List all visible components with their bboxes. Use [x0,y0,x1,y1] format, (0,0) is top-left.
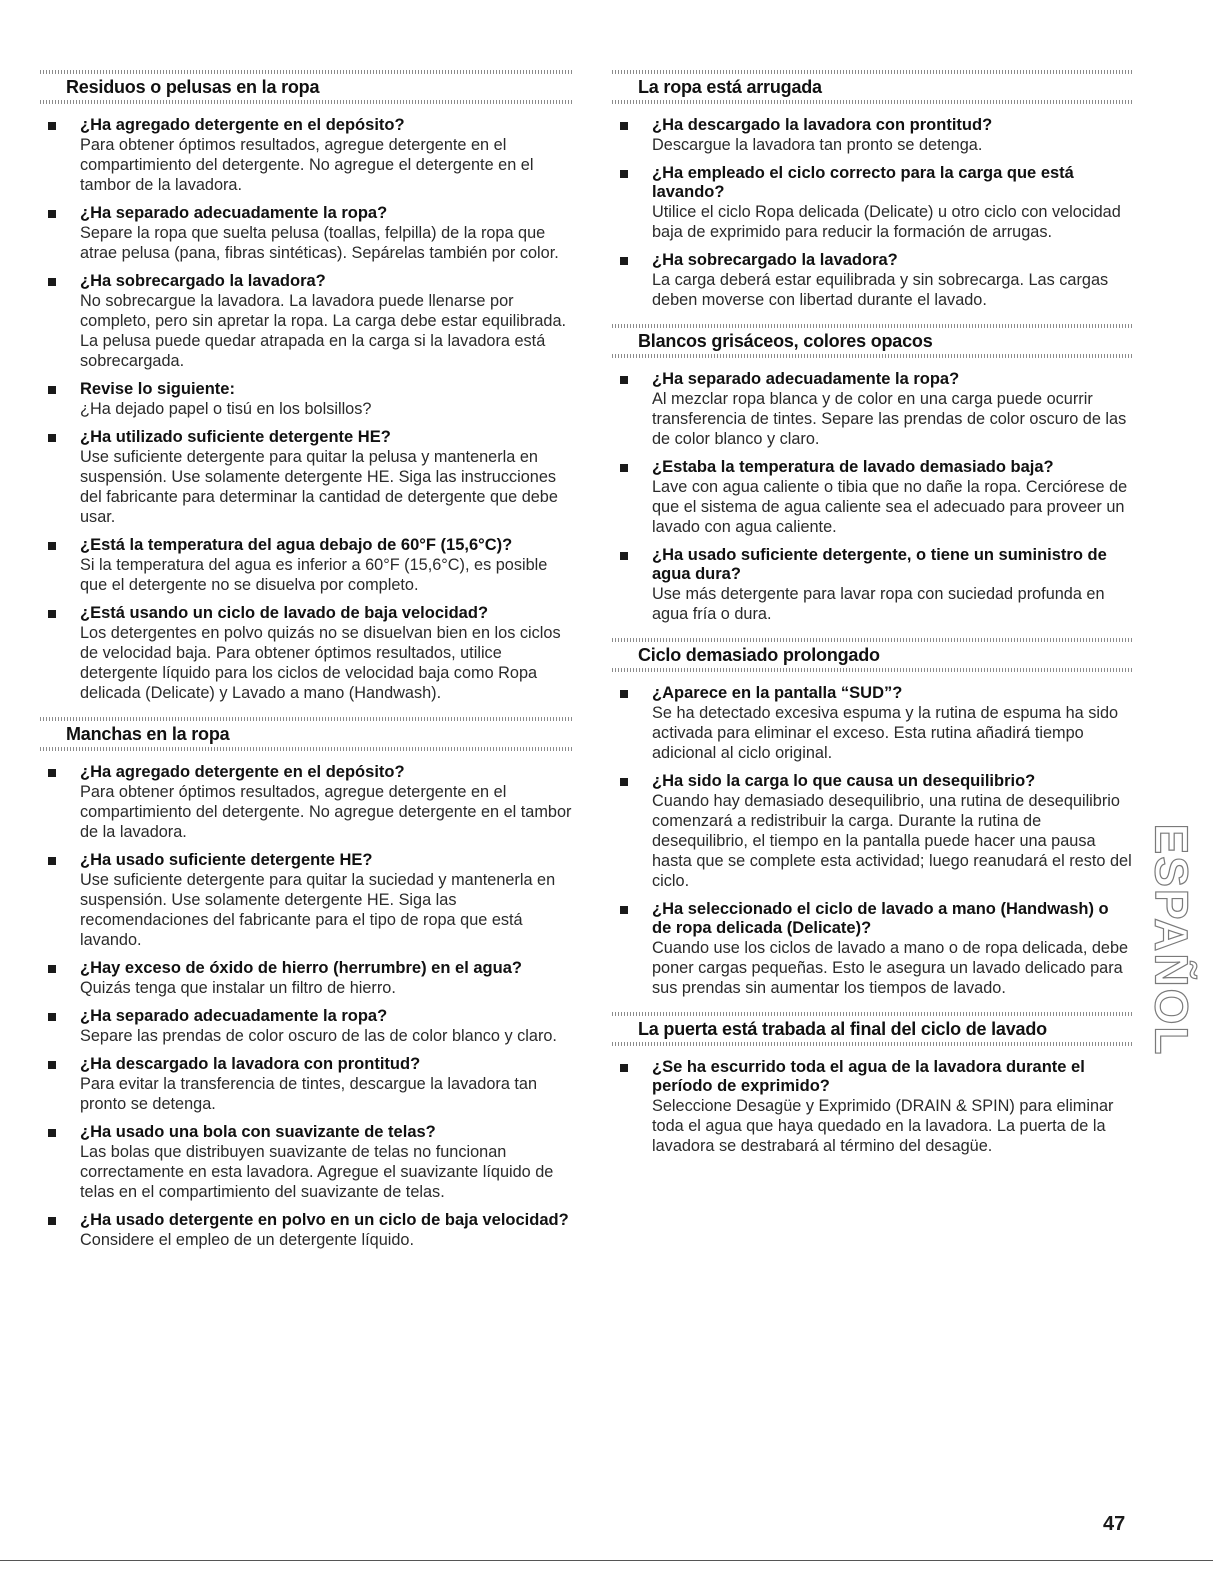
list-item [612,251,1132,310]
item-question: ¿Ha usado detergente en polvo en un ciclo de baja velocidad? [80,1211,569,1229]
item-question: ¿Está usando un ciclo de lavado de baja velocidad? [80,604,489,622]
bullet-icon [620,257,628,265]
bullet-icon [48,1013,56,1021]
bullet-icon [48,386,56,394]
page-number: 47 [1103,1513,1126,1535]
bullet-icon [48,610,56,618]
item-answer: Para obtener óptimos resultados, agregue detergente en el compartimiento del detergente. No agregue el detergente en el tambor de la lavadora. [80,136,534,194]
section-title: Manchas en la ropa [66,724,230,744]
bullet-icon [48,542,56,550]
section-blancos-grisaceos [612,324,1132,624]
item-question: ¿Ha descargado la lavadora con prontitud? [652,116,993,134]
list-item [40,1055,572,1114]
item-answer: Al mezclar ropa blanca y de color en una carga puede ocurrir transferencia de tintes. Separe las prendas de color oscuro de las de color blanco y claro. [652,390,1127,448]
item-answer: Para obtener óptimos resultados, agregue detergente en el compartimiento del detergente. No agregue detergente en el tambor de la lavadora. [80,783,572,841]
item-answer: Los detergentes en polvo quizás no se disuelvan bien en los ciclos de velocidad baja. Para obtener óptimos resultados, utilice detergente líquido para los ciclos de velocidad baja como Ropa delicada (Delicate) y Lavado a mano (Handwash). [80,624,561,702]
bullet-icon [48,278,56,286]
bullet-icon [48,434,56,442]
item-answer: Cuando use los ciclos de lavado a mano o de ropa delicada, debe poner cargas pequeñas. Esto le asegura un lavado delicado para sus prendas sin aumentar los tiempos de lavado. [652,939,1129,997]
bullet-icon [620,170,628,178]
list-item [40,959,572,998]
section-ciclo-prolongado [612,638,1132,998]
bullet-icon [48,122,56,130]
item-question: ¿Está la temperatura del agua debajo de 60°F (15,6°C)? [80,536,513,554]
section-title: Blancos grisáceos, colores opacos [638,331,933,351]
left-column [40,70,572,1264]
list-item [40,428,572,527]
list-item [40,536,572,595]
item-answer: Utilice el ciclo Ropa delicada (Delicate) u otro ciclo con velocidad baja de exprimido para reducir la formación de arrugas. [652,203,1121,241]
bullet-icon [620,906,628,914]
list-item [40,116,572,195]
section-ropa-arrugada [612,70,1132,310]
list-item [612,116,1132,155]
item-question: ¿Ha sobrecargado la lavadora? [652,251,898,269]
bullet-icon [620,1064,628,1072]
list-item [40,763,572,842]
item-question: ¿Se ha escurrido toda el agua de la lavadora durante el período de exprimido? [652,1058,1085,1095]
section-puerta-trabada [612,1012,1132,1156]
item-question: Revise lo siguiente: [80,380,235,398]
right-column [612,70,1132,1170]
bullet-icon [48,1217,56,1225]
bullet-icon [48,965,56,973]
item-answer: Se ha detectado excesiva espuma y la rutina de espuma ha sido activada para eliminar el exceso. Esta rutina añadirá tiempo adicional al ciclo original. [652,704,1119,762]
item-question: ¿Ha separado adecuadamente la ropa? [652,370,960,388]
bullet-icon [620,690,628,698]
language-tab-label: ESPAÑOL [1145,823,1198,1057]
list-item [612,900,1132,998]
section-title: La ropa está arrugada [638,77,822,97]
list-item [40,204,572,263]
item-answer: Use más detergente para lavar ropa con suciedad profunda en agua fría o dura. [652,585,1105,623]
item-answer: Separe las prendas de color oscuro de las de color blanco y claro. [80,1027,557,1045]
item-answer: Cuando hay demasiado desequilibrio, una rutina de desequilibrio comenzará a redistribuir la carga. Durante la rutina de desequilibrio, el tiempo en la pantalla puede hacer una pausa hasta que se complete esta actividad; luego reanudará el resto del ciclo. [652,792,1132,890]
item-question: ¿Ha sobrecargado la lavadora? [80,272,326,290]
bullet-icon [48,210,56,218]
item-answer: Separe la ropa que suelta pelusa (toallas, felpilla) de la ropa que atrae pelusa (pana, fibras sintéticas). Sepárelas también por color. [80,224,559,262]
item-question: ¿Ha utilizado suficiente detergente HE? [80,428,391,446]
item-question: ¿Ha empleado el ciclo correcto para la carga que está lavando? [652,164,1074,201]
item-question: ¿Ha separado adecuadamente la ropa? [80,1007,388,1025]
section-residuos-pelusas [40,70,572,703]
bullet-icon [620,552,628,560]
item-question: ¿Ha usado suficiente detergente, o tiene un suministro de agua dura? [652,546,1107,583]
item-answer: Quizás tenga que instalar un filtro de hierro. [80,979,396,997]
list-item [40,604,572,703]
item-question: ¿Ha descargado la lavadora con prontitud? [80,1055,421,1073]
bullet-icon [620,122,628,130]
item-answer: Si la temperatura del agua es inferior a 60°F (15,6°C), es posible que el detergente no se disuelva por completo. [80,556,548,594]
item-question: ¿Ha seleccionado el ciclo de lavado a mano (Handwash) o de ropa delicada (Delicate)? [652,900,1109,937]
bottom-rule [0,1560,1213,1561]
item-question: ¿Ha sido la carga lo que causa un desequilibrio? [652,772,1036,790]
bullet-icon [620,376,628,384]
item-question: ¿Ha agregado detergente en el depósito? [80,116,405,134]
list-item [612,1058,1132,1156]
list-item [40,380,572,419]
item-question: ¿Ha usado una bola con suavizante de telas? [80,1123,436,1141]
list-item [40,851,572,950]
list-item [40,1211,572,1250]
section-manchas [40,717,572,1250]
list-item [612,458,1132,537]
item-question: ¿Ha usado suficiente detergente HE? [80,851,373,869]
item-answer: Seleccione Desagüe y Exprimido (DRAIN & SPIN) para eliminar toda el agua que haya quedado en la lavadora. La puerta de la lavadora se destrabará al término del desagüe. [652,1097,1114,1155]
bullet-icon [48,1129,56,1137]
list-item [40,1007,572,1046]
item-question: ¿Ha separado adecuadamente la ropa? [80,204,388,222]
section-title: Ciclo demasiado prolongado [638,645,880,665]
item-question: ¿Hay exceso de óxido de hierro (herrumbre) en el agua? [80,959,522,977]
item-answer: ¿Ha dejado papel o tisú en los bolsillos? [80,400,372,418]
bullet-icon [620,464,628,472]
list-item [612,772,1132,891]
item-question: ¿Estaba la temperatura de lavado demasiado baja? [652,458,1054,476]
item-answer: Para evitar la transferencia de tintes, descargue la lavadora tan pronto se detenga. [80,1075,538,1113]
bullet-icon [620,778,628,786]
language-tab [1145,815,1198,1065]
item-answer: Lave con agua caliente o tibia que no dañe la ropa. Cerciórese de que el sistema de agua caliente sea el adecuado para proveer un lavado con agua caliente. [652,478,1128,536]
item-answer: Las bolas que distribuyen suavizante de telas no funcionan correctamente en esta lavadora. Agregue el suavizante líquido de telas en el compartimiento del suavizante de telas. [80,1143,554,1201]
item-answer: Use suficiente detergente para quitar la pelusa y mantenerla en suspensión. Use solamente detergente HE. Siga las instrucciones del fabricante para determinar la cantidad de detergente que debe usar. [80,448,558,526]
item-answer: La carga deberá estar equilibrada y sin sobrecarga. Las cargas deben moverse con libertad durante el lavado. [652,271,1109,309]
list-item [612,684,1132,763]
item-question: ¿Aparece en la pantalla “SUD”? [652,684,903,702]
list-item [612,370,1132,449]
item-question: ¿Ha agregado detergente en el depósito? [80,763,405,781]
list-item [40,1123,572,1202]
item-answer: Use suficiente detergente para quitar la suciedad y mantenerla en suspensión. Use solamente detergente HE. Siga las recomendaciones del fabricante para el tipo de ropa que está lavando. [80,871,556,949]
list-item [612,164,1132,242]
bullet-icon [48,769,56,777]
bullet-icon [48,857,56,865]
item-answer: Descargue la lavadora tan pronto se detenga. [652,136,983,154]
section-title: La puerta está trabada al final del ciclo de lavado [638,1019,1047,1039]
list-item [612,546,1132,624]
bullet-icon [48,1061,56,1069]
item-answer: Considere el empleo de un detergente líquido. [80,1231,414,1249]
item-answer: No sobrecargue la lavadora. La lavadora puede llenarse por completo, pero sin apretar la ropa. La carga debe estar equilibrada. La pelusa puede quedar atrapada en la carga si la lavadora está sobrecargada. [80,292,567,370]
list-item [40,272,572,371]
section-title: Residuos o pelusas en la ropa [66,77,320,97]
